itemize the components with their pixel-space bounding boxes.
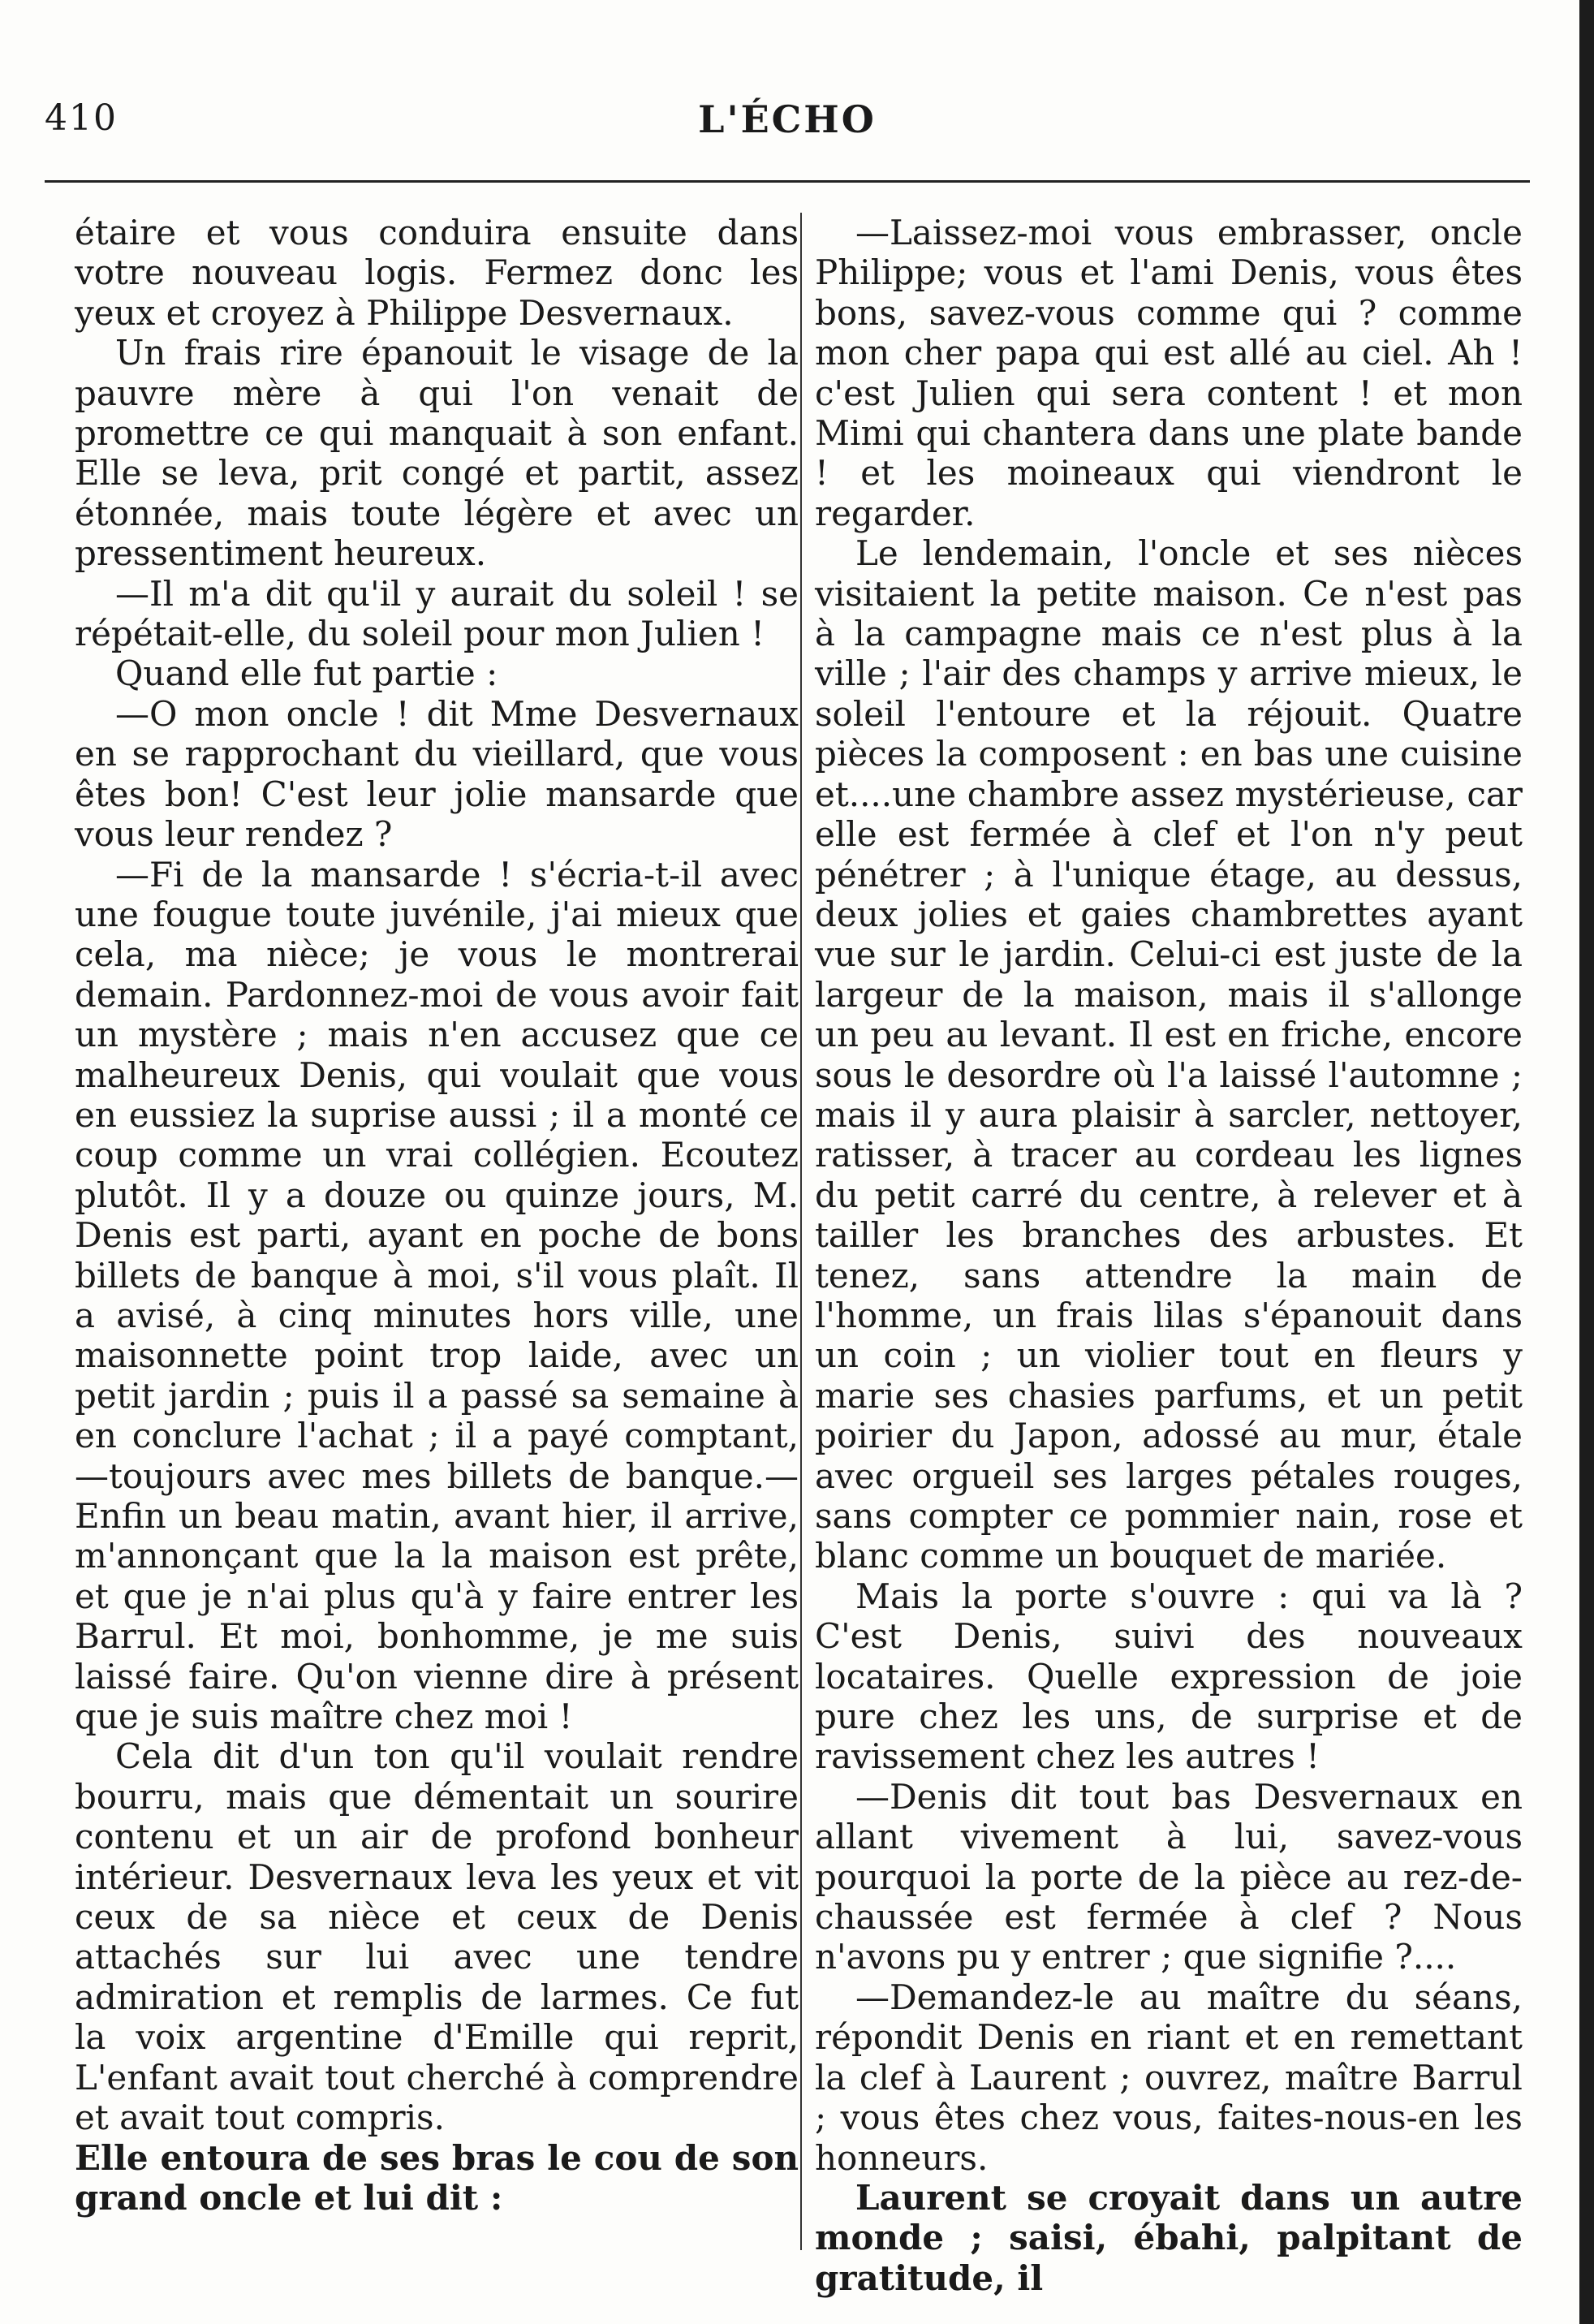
column-divider [800, 213, 802, 2250]
paragraph: Quand elle fut partie : [115, 653, 498, 694]
left-column [75, 213, 799, 2250]
paragraph: —Denis dit tout bas Desvernaux en allant vivement à lui, savez-vous pourquoi la porte de la pièce au rez-de-chaussée est fermée à clef ? Nous n'avons pu y entrer ; que signifie ?.... [815, 1776, 1523, 1977]
header-rule [45, 180, 1530, 183]
paragraph: étaire et vous conduira ensuite dans votre nouveau logis. Fermez donc les yeux et croyez à Philippe Desvernaux. [75, 213, 799, 333]
paragraph: —Laissez-moi vous embrasser, oncle Philippe; vous et l'ami Denis, vous êtes bons, savez-vous comme qui ? comme mon cher papa qui est allé au ciel. Ah ! c'est Julien qui sera content ! et mon Mimi qui chantera dans une plate bande ! et les moineaux qui viendront le regarder. [815, 213, 1523, 533]
paragraph: Cela dit d'un ton qu'il voulait rendre bourru, mais que démentait un sourire contenu et un air de profond bonheur intérieur. Desvernaux leva les yeux et vit ceux de sa nièce et ceux de Denis attachés sur lui avec une tendre admiration et remplis de larmes. Ce fut la voix argentine d'Emille qui reprit, L'enfant avait tout cherché à comprendre et avait tout compris. [75, 1736, 799, 2138]
scan-edge-shadow [1579, 0, 1594, 2324]
paragraph: Laurent se croyait dans un autre monde ; saisi, ébahi, palpitant de gratitude, il [815, 2177, 1523, 2298]
paragraph: Elle entoura de ses bras le cou de son grand oncle et lui dit : [75, 2137, 799, 2218]
paragraph: Mais la porte s'ouvre : qui va là ? C'est Denis, suivi des nouveaux locataires. Quelle expression de joie pure chez les uns, de surprise et de ravissement chez les autres ! [815, 1576, 1523, 1777]
paragraph: Un frais rire épanouit le visage de la pauvre mère à qui l'on venait de promettre ce qui manquait à son enfant. Elle se leva, prit congé et partit, assez étonnée, mais toute légère et avec un pressentiment heureux. [75, 333, 799, 574]
paragraph: —Fi de la mansarde ! s'écria-t-il avec une fougue toute juvénile, j'ai mieux que cela, ma nièce; je vous le montrerai demain. Pardonnez-moi de vous avoir fait un mystère ; mais n'en accusez que ce malheureux Denis, qui voulait que vous en eussiez la suprise aussi ; il a monté ce coup comme un vrai collégien. Ecoutez plutôt. Il y a douze ou quinze jours, M. Denis est parti, ayant en poche de bons billets de banque à moi, s'il vous plaît. Il a avisé, à cinq minutes hors ville, une maisonnette point trop laide, avec un petit jardin ; puis il a passé sa semaine à en conclure l'achat ; il a payé comptant,—toujours avec mes billets de banque.—Enfin un beau matin, avant hier, il arrive, m'annonçant que la la maison est prête, et que je n'ai plus qu'à y faire entrer les Barrul. Et moi, bonhomme, je me suis laissé faire. Qu'on vienne dire à présent que je suis maître chez moi ! [75, 854, 799, 1737]
paragraph: Le lendemain, l'oncle et ses nièces visitaient la petite maison. Ce n'est pas à la campagne mais ce n'est plus à la ville ; l'air des champs y arrive mieux, le soleil l'entoure et la réjouit. Quatre pièces la composent : en bas une cuisine et....une chambre assez mystérieuse, car elle est fermée à clef et l'on n'y peut pénétrer ; à l'unique étage, au dessus, deux jolies et gaies chambrettes ayant vue sur le jardin. Celui-ci est juste de la largeur de la maison, mais il s'allonge un peu au levant. Il est en friche, encore sous le desordre où l'a laissé l'automne ; mais il y aura plaisir à sarcler, nettoyer, ratisser, à tracer au cordeau les lignes du petit carré du centre, à relever et à tailler les branches des arbustes. Et tenez, sans attendre la main de l'homme, un frais lilas s'épanouit dans un coin ; un violier tout en fleurs y marie ses chasies parfums, et un petit poirier du Japon, adossé au mur, étale avec orgueil ses larges pétales rouges, sans compter ce pommier nain, rose et blanc comme un bouquet de mariée. [815, 533, 1523, 1576]
paragraph: —Demandez-le au maître du séans, répondit Denis en riant et en remettant la clef à Laurent ; ouvrez, maître Barrul ; vous êtes chez vous, faites-nous-en les honneurs. [815, 1977, 1523, 2178]
page-header [45, 97, 1530, 146]
page-number: 410 [45, 97, 118, 139]
paragraph: —O mon oncle ! dit Mme Desvernaux en se rapprochant du vieillard, que vous êtes bon! C'est leur jolie mansarde que vous leur rendez ? [75, 693, 799, 855]
running-title: L'ÉCHO [698, 97, 877, 141]
paragraph: —Il m'a dit qu'il y aurait du soleil ! se répétait-elle, du soleil pour mon Julien ! [75, 573, 799, 654]
right-column [815, 213, 1523, 2298]
